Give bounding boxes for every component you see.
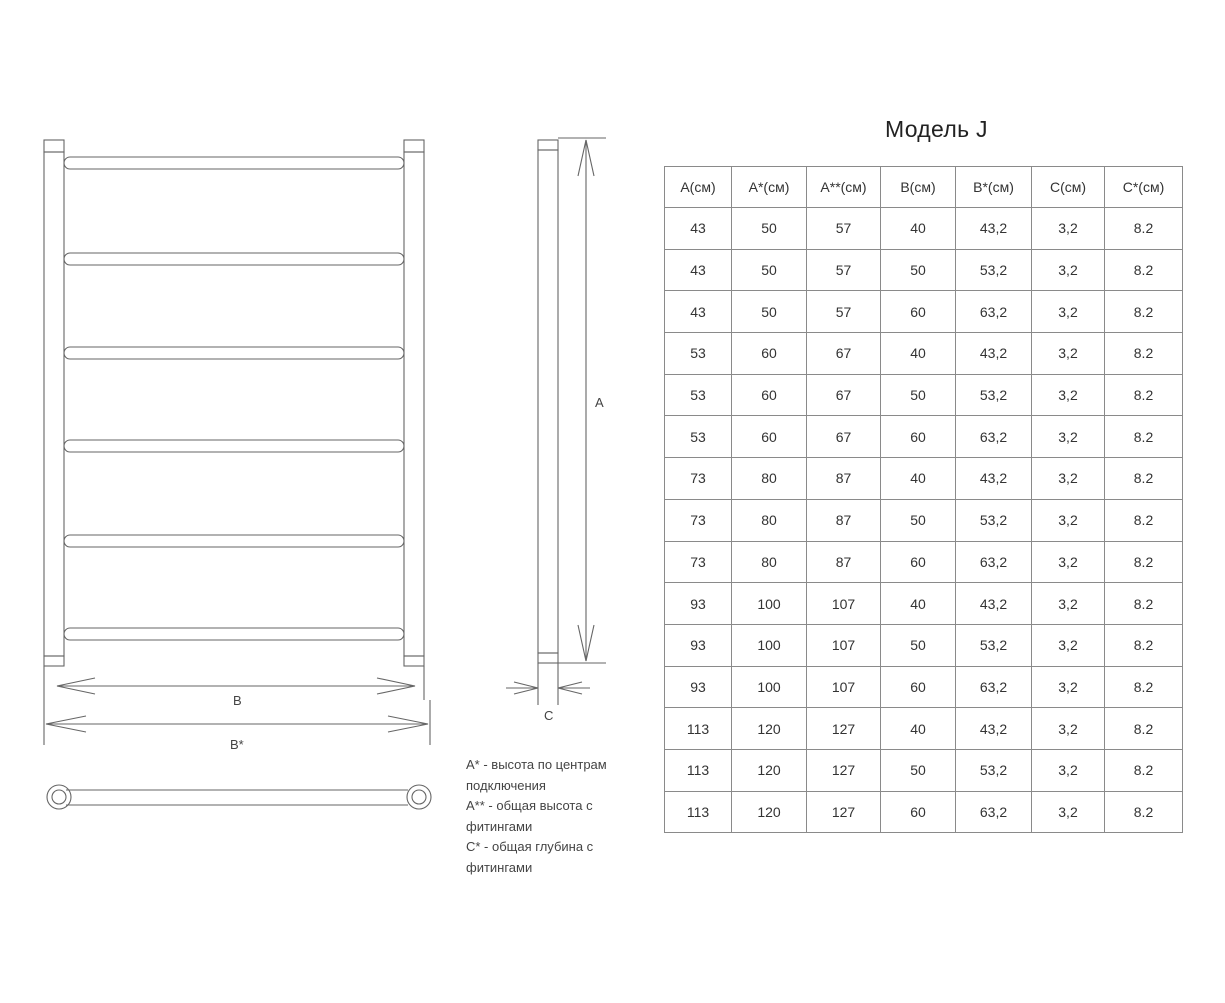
table-cell: 113: [665, 749, 732, 791]
side-post-foot: [538, 653, 558, 663]
table-cell: 73: [665, 458, 732, 500]
table-cell: 40: [881, 708, 956, 750]
table-cell: 127: [807, 791, 881, 833]
table-cell: 50: [881, 749, 956, 791]
rung: [64, 440, 404, 452]
dimension-label-b-star: B*: [230, 737, 244, 752]
table-cell: 60: [732, 416, 807, 458]
table-cell: 3,2: [1032, 708, 1105, 750]
table-cell: 50: [881, 499, 956, 541]
table-row: [665, 708, 1183, 750]
table-cell: 8.2: [1105, 791, 1183, 833]
note-line: фитингами: [466, 818, 533, 834]
table-cell: 80: [732, 458, 807, 500]
table-cell: 60: [881, 541, 956, 583]
page-title: Модель J: [885, 116, 988, 142]
table-cell: 93: [665, 666, 732, 708]
table-cell: 43,2: [956, 708, 1032, 750]
rung: [64, 535, 404, 547]
table-row: [665, 458, 1183, 500]
column-header: B*(см): [956, 167, 1032, 208]
table-cell: 43,2: [956, 458, 1032, 500]
table-cell: 87: [807, 458, 881, 500]
table-cell: 8.2: [1105, 208, 1183, 250]
table-row: [665, 541, 1183, 583]
table-cell: 8.2: [1105, 708, 1183, 750]
table-row: [665, 791, 1183, 833]
table-cell: 8.2: [1105, 749, 1183, 791]
table-cell: 53,2: [956, 249, 1032, 291]
table-cell: 120: [732, 749, 807, 791]
table-cell: 57: [807, 208, 881, 250]
table-cell: 73: [665, 499, 732, 541]
column-header: A(см): [665, 167, 732, 208]
table-cell: 107: [807, 624, 881, 666]
table-cell: 53,2: [956, 624, 1032, 666]
table-cell: 8.2: [1105, 541, 1183, 583]
column-header: C(см): [1032, 167, 1105, 208]
table-cell: 53,2: [956, 499, 1032, 541]
table-cell: 3,2: [1032, 541, 1105, 583]
table-cell: 113: [665, 791, 732, 833]
note-line: подключения: [466, 777, 546, 793]
table-cell: 63,2: [956, 291, 1032, 333]
table-cell: 53: [665, 416, 732, 458]
table-cell: 67: [807, 333, 881, 375]
table-cell: 127: [807, 708, 881, 750]
table-cell: 43: [665, 208, 732, 250]
table-cell: 50: [881, 374, 956, 416]
table-cell: 60: [881, 416, 956, 458]
table-cell: 8.2: [1105, 624, 1183, 666]
table-row: [665, 374, 1183, 416]
table-cell: 8.2: [1105, 666, 1183, 708]
table-cell: 40: [881, 333, 956, 375]
table-cell: 63,2: [956, 791, 1032, 833]
table-cell: 3,2: [1032, 291, 1105, 333]
table-cell: 40: [881, 583, 956, 625]
note-line: A* - высота по центрам: [466, 757, 607, 772]
table-cell: 3,2: [1032, 374, 1105, 416]
table-cell: 53,2: [956, 749, 1032, 791]
table-cell: 50: [881, 624, 956, 666]
table-cell: 50: [881, 249, 956, 291]
table-cell: 3,2: [1032, 624, 1105, 666]
left-post-cap: [44, 140, 64, 152]
left-post-foot: [44, 656, 64, 666]
table-body: [665, 208, 1183, 833]
table-cell: 43: [665, 291, 732, 333]
table-cell: 113: [665, 708, 732, 750]
table-row: [665, 583, 1183, 625]
table-row: [665, 208, 1183, 250]
table-cell: 8.2: [1105, 458, 1183, 500]
table-cell: 57: [807, 291, 881, 333]
table-row: [665, 291, 1183, 333]
right-post-foot: [404, 656, 424, 666]
table-cell: 43,2: [956, 333, 1032, 375]
table-row: [665, 416, 1183, 458]
note-line: C* - общая глубина с: [466, 839, 594, 854]
table-row: [665, 749, 1183, 791]
table-cell: 80: [732, 499, 807, 541]
side-post-cap: [538, 140, 558, 150]
table-cell: 60: [732, 374, 807, 416]
table-cell: 107: [807, 666, 881, 708]
table-cell: 100: [732, 666, 807, 708]
column-header: A**(см): [807, 167, 881, 208]
table-cell: 73: [665, 541, 732, 583]
table-cell: 63,2: [956, 541, 1032, 583]
table-cell: 3,2: [1032, 499, 1105, 541]
table-cell: 3,2: [1032, 749, 1105, 791]
notes: [466, 755, 641, 878]
table-row: [665, 249, 1183, 291]
table-row: [665, 333, 1183, 375]
table-cell: 87: [807, 541, 881, 583]
table-header-row: [665, 167, 1183, 208]
note-line: A** - общая высота с: [466, 798, 593, 813]
table-cell: 40: [881, 208, 956, 250]
table-cell: 3,2: [1032, 333, 1105, 375]
rung: [64, 347, 404, 359]
dimensions-table: [664, 166, 1183, 833]
rungs: [64, 157, 404, 640]
table-cell: 60: [881, 791, 956, 833]
dimension-label-a: A: [595, 395, 604, 410]
note-line: фитингами: [466, 859, 533, 875]
table-cell: 50: [732, 249, 807, 291]
table-cell: 60: [881, 291, 956, 333]
side-post: [538, 150, 558, 653]
dimension-label-b: B: [233, 693, 242, 708]
table-cell: 120: [732, 708, 807, 750]
right-post-cap: [404, 140, 424, 152]
table-row: [665, 499, 1183, 541]
column-header: B(см): [881, 167, 956, 208]
table-cell: 100: [732, 624, 807, 666]
table-cell: 50: [732, 208, 807, 250]
table-cell: 87: [807, 499, 881, 541]
table-cell: 3,2: [1032, 791, 1105, 833]
table-cell: 53: [665, 333, 732, 375]
table-cell: 40: [881, 458, 956, 500]
table-cell: 107: [807, 583, 881, 625]
rung: [64, 253, 404, 265]
table-cell: 80: [732, 541, 807, 583]
left-post: [44, 152, 64, 656]
table-cell: 3,2: [1032, 208, 1105, 250]
table-cell: 60: [732, 333, 807, 375]
column-header: A*(см): [732, 167, 807, 208]
rung: [64, 628, 404, 640]
table-cell: 43,2: [956, 208, 1032, 250]
table-cell: 67: [807, 416, 881, 458]
rung: [64, 157, 404, 169]
table-cell: 53,2: [956, 374, 1032, 416]
table-cell: 50: [732, 291, 807, 333]
table-cell: 120: [732, 791, 807, 833]
table-cell: 67: [807, 374, 881, 416]
table-cell: 8.2: [1105, 583, 1183, 625]
table-row: [665, 624, 1183, 666]
table-cell: 8.2: [1105, 374, 1183, 416]
table-cell: 3,2: [1032, 249, 1105, 291]
table-cell: 43,2: [956, 583, 1032, 625]
table-cell: 8.2: [1105, 333, 1183, 375]
table-cell: 60: [881, 666, 956, 708]
column-header: C*(см): [1105, 167, 1183, 208]
table-cell: 3,2: [1032, 458, 1105, 500]
table-cell: 93: [665, 624, 732, 666]
table-cell: 3,2: [1032, 416, 1105, 458]
table-cell: 8.2: [1105, 291, 1183, 333]
dimension-label-c: C: [544, 708, 554, 723]
table-row: [665, 666, 1183, 708]
table-cell: 8.2: [1105, 249, 1183, 291]
table-cell: 8.2: [1105, 416, 1183, 458]
table-cell: 127: [807, 749, 881, 791]
table-cell: 93: [665, 583, 732, 625]
table-cell: 53: [665, 374, 732, 416]
table-cell: 3,2: [1032, 583, 1105, 625]
table-cell: 3,2: [1032, 666, 1105, 708]
table-cell: 8.2: [1105, 499, 1183, 541]
right-post: [404, 152, 424, 656]
table-cell: 63,2: [956, 416, 1032, 458]
table-cell: 100: [732, 583, 807, 625]
table-cell: 43: [665, 249, 732, 291]
table-cell: 63,2: [956, 666, 1032, 708]
table-cell: 57: [807, 249, 881, 291]
